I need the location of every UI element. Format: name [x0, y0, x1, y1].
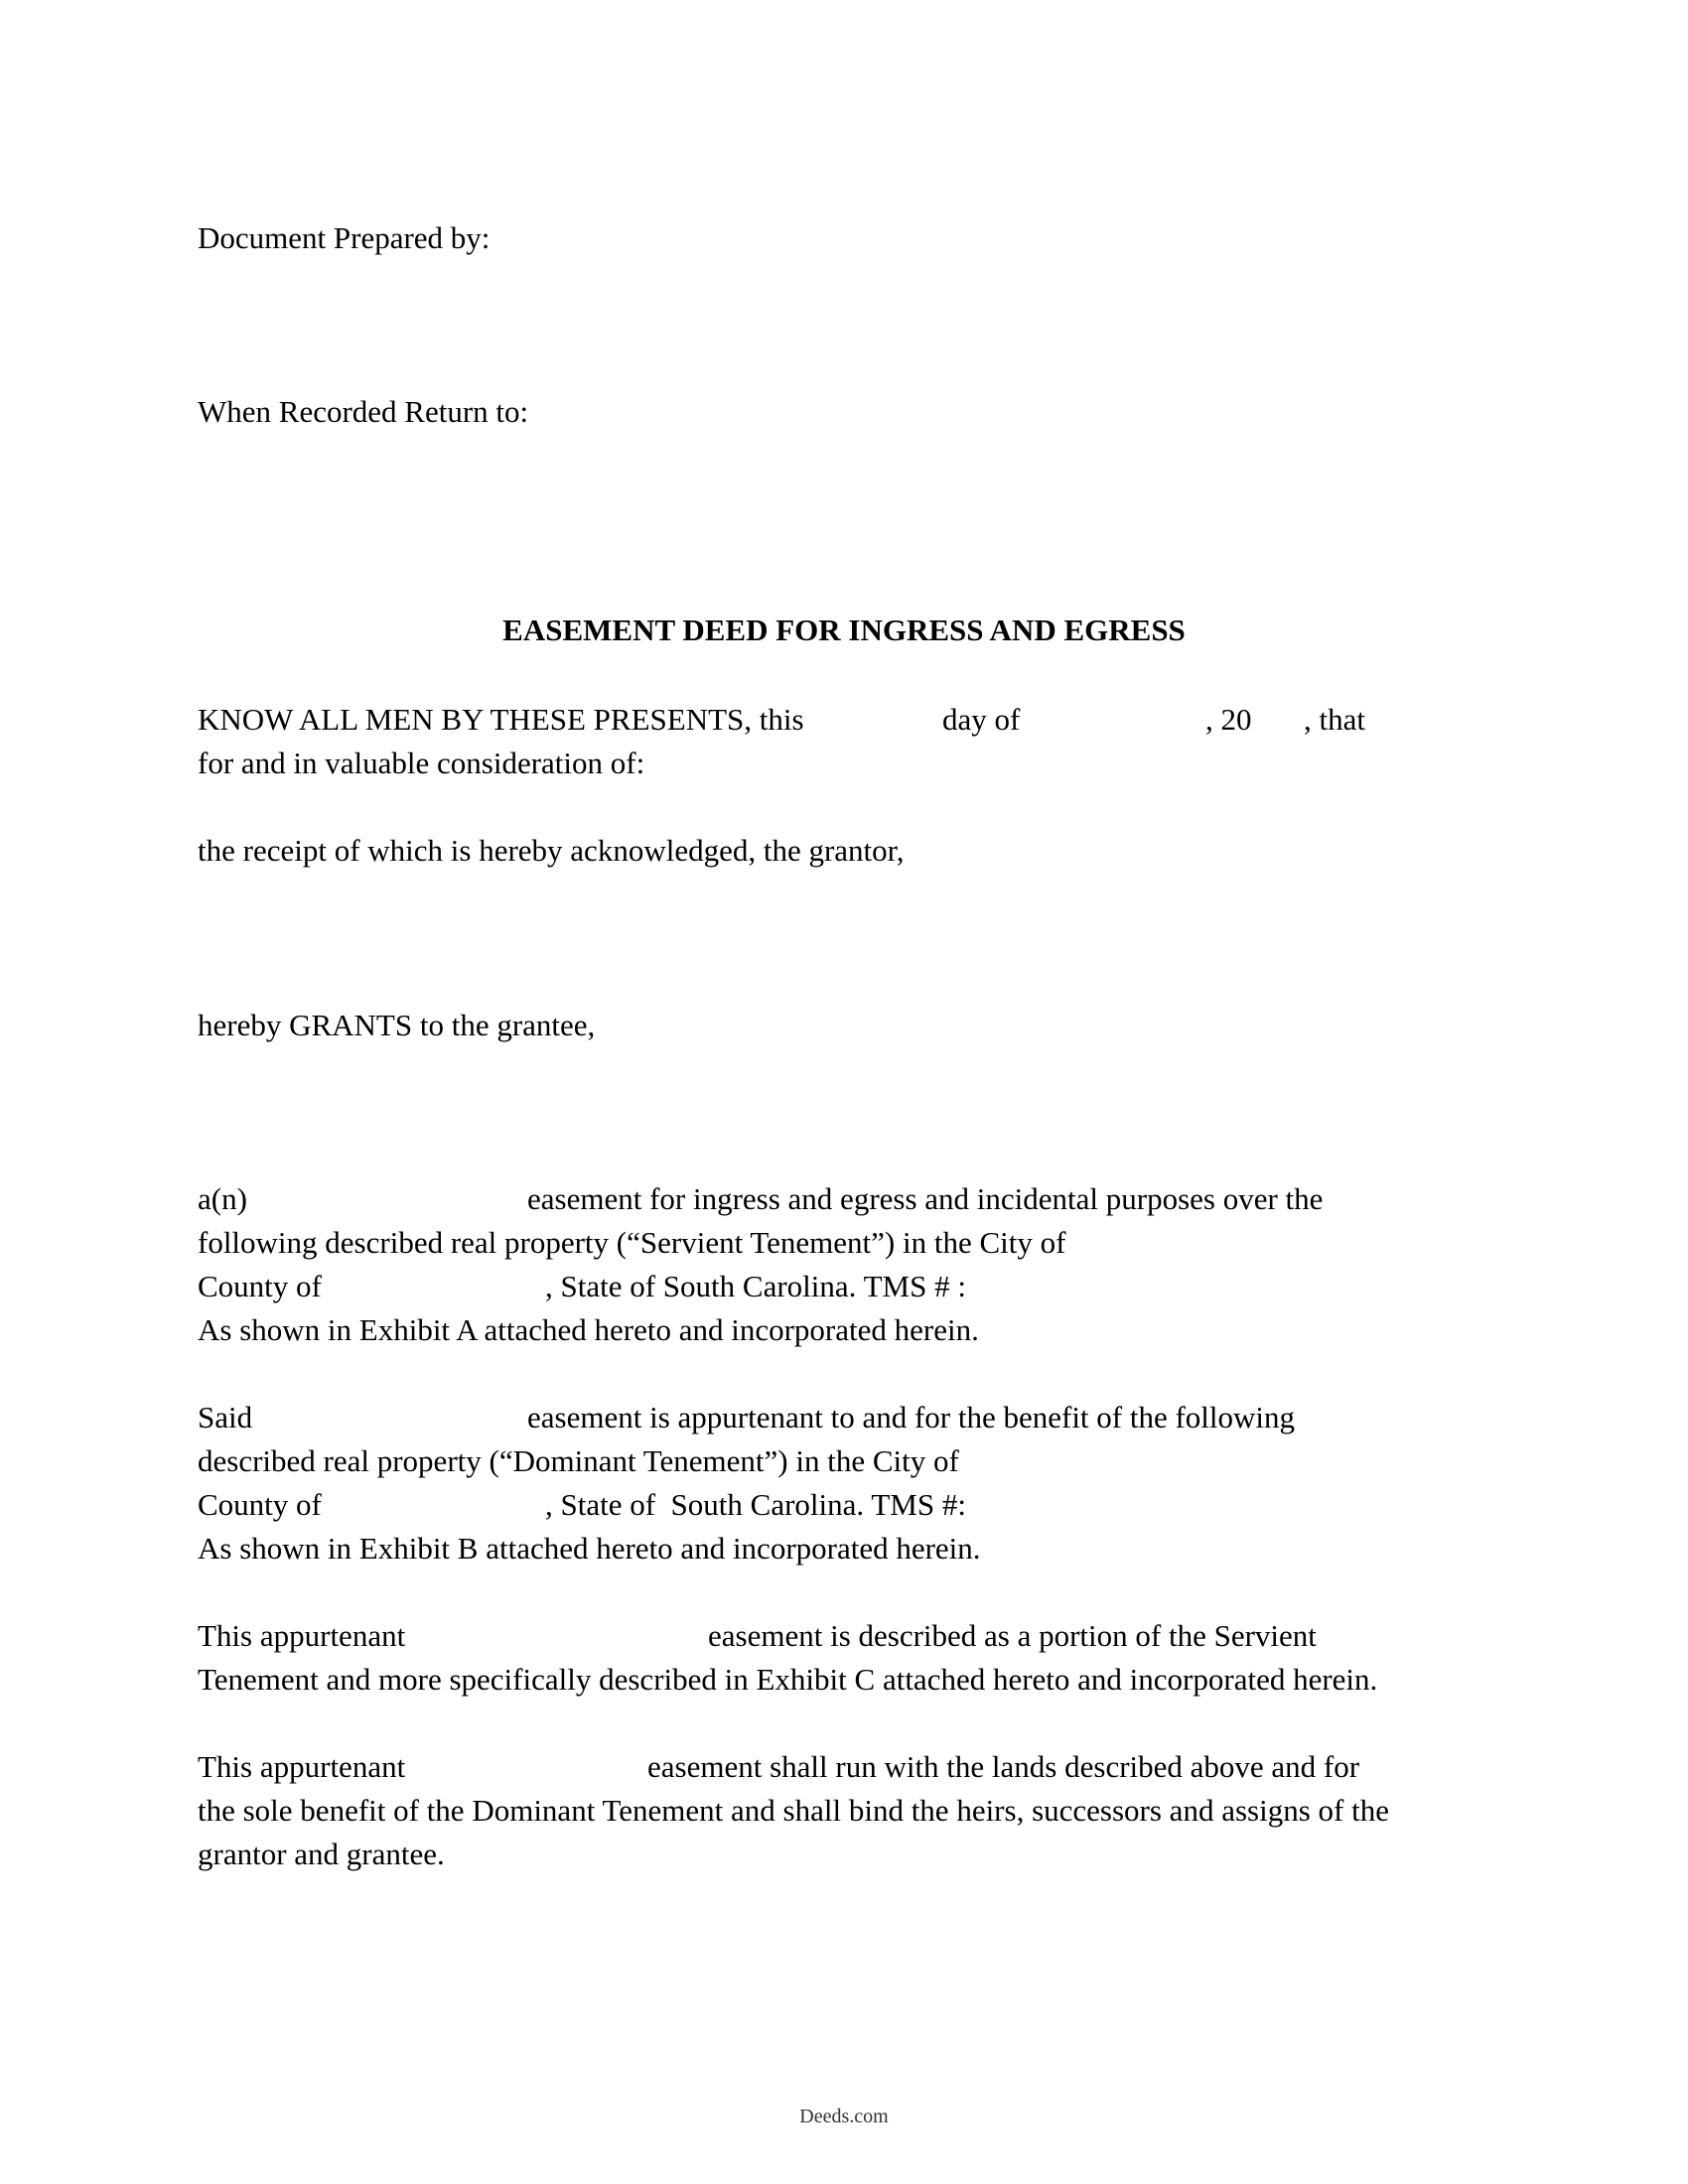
dominant-line-2: described real property (“Dominant Tenement”) in the City of [198, 1443, 959, 1478]
servient-line-1: easement for ingress and egress and incidental purposes over the [527, 1181, 1324, 1216]
servient-an: a(n) [198, 1181, 247, 1216]
dominant-exhibit-b: As shown in Exhibit B attached hereto and incorporated herein. [198, 1531, 981, 1566]
return-to-label: When Recorded Return to: [198, 394, 529, 429]
described-line-1: easement is described as a portion of the Servient [708, 1618, 1317, 1653]
servient-line-2: following described real property (“Servient Tenement”) in the City of [198, 1225, 1066, 1260]
intro-day-of: day of [942, 702, 1021, 737]
intro-consideration: for and in valuable consideration of: [198, 746, 645, 780]
footer-brand: Deeds.com [799, 2106, 889, 2127]
described-appurtenant: This appurtenant [198, 1618, 406, 1653]
document-title: EASEMENT DEED FOR INGRESS AND EGRESS [502, 613, 1186, 647]
servient-state-tms: , State of South Carolina. TMS # : [545, 1269, 966, 1303]
intro-year: , 20 [1205, 702, 1252, 737]
dominant-state-tms: , State of South Carolina. TMS #: [545, 1487, 966, 1522]
dominant-line-1: easement is appurtenant to and for the benefit of the following [527, 1400, 1296, 1434]
dominant-said: Said [198, 1400, 253, 1434]
runs-appurtenant: This appurtenant [198, 1749, 406, 1784]
runs-line-1: easement shall run with the lands described above and for [647, 1749, 1360, 1784]
described-exhibit-c: Tenement and more specifically described in Exhibit C attached hereto and incorporated herein. [198, 1662, 1378, 1697]
grants-text: hereby GRANTS to the grantee, [198, 1008, 596, 1042]
intro-that: , that [1304, 702, 1365, 737]
prepared-by-label: Document Prepared by: [198, 220, 491, 255]
runs-line-3: grantor and grantee. [198, 1837, 445, 1871]
runs-line-2: the sole benefit of the Dominant Tenement and shall bind the heirs, successors and assigns of the [198, 1793, 1389, 1828]
receipt-text: the receipt of which is hereby acknowledged, the grantor, [198, 833, 905, 868]
servient-exhibit-a: As shown in Exhibit A attached hereto and incorporated herein. [198, 1312, 979, 1347]
servient-county: County of [198, 1269, 322, 1303]
intro-text-start: KNOW ALL MEN BY THESE PRESENTS, this [198, 702, 804, 737]
dominant-county: County of [198, 1487, 322, 1522]
